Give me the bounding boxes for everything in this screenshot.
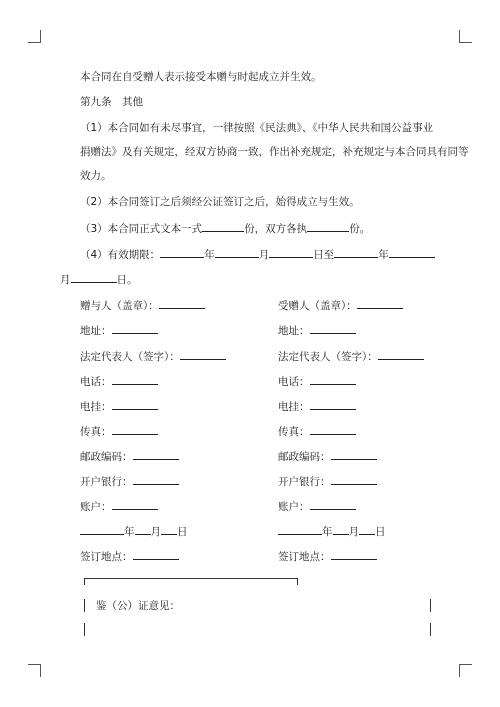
clause-4-line2-month: 月	[60, 274, 71, 286]
clause-4-text-a: （4）有效期限：	[80, 249, 161, 261]
donor-bank-field	[80, 473, 179, 489]
clause-1-text-2: 捐赠法》及有关规定，经双方协商一致，作出补充规定，补充规定与本合同具有同等	[80, 146, 469, 158]
crop-mark-bottom-right	[459, 664, 472, 677]
donee-address-label: 地址：	[278, 325, 310, 337]
donor-postcode-label: 邮政编码：	[80, 451, 133, 463]
donor-field	[80, 297, 205, 313]
clause-4-line2-day: 日。	[116, 274, 138, 286]
donor-sign-place-blank[interactable]	[133, 548, 179, 560]
donor-fax-label: 传真：	[80, 426, 112, 438]
donee-account-field	[278, 498, 356, 514]
donor-sign-place-field	[80, 548, 179, 564]
end-year-blank[interactable]	[334, 246, 378, 258]
donee-postcode-label: 邮政编码：	[278, 451, 331, 463]
end-month-blank-line1[interactable]	[389, 246, 435, 258]
donee-telex-label: 电挂：	[278, 401, 310, 413]
clause-1-line-1	[80, 121, 433, 135]
donee-sign-place-field	[278, 548, 377, 564]
end-day-blank[interactable]	[71, 271, 117, 283]
donee-phone-blank[interactable]	[310, 373, 356, 385]
donee-telex-field	[278, 398, 356, 414]
donor-postcode-blank[interactable]	[133, 448, 179, 460]
clause-1-line-3	[80, 169, 112, 183]
donee-date-year-blank[interactable]	[278, 523, 322, 535]
donor-label: 赠与人（盖章）：	[80, 300, 159, 312]
donor-address-label: 地址：	[80, 325, 112, 337]
donor-telex-label: 电挂：	[80, 401, 112, 413]
donor-blank[interactable]	[159, 297, 205, 309]
start-day-blank[interactable]	[269, 246, 313, 258]
donor-date-day: 日	[177, 526, 188, 538]
donee-date-year: 年	[322, 526, 333, 538]
donor-legal-rep-blank[interactable]	[180, 348, 226, 360]
donee-legal-rep-label: 法定代表人（签字）：	[278, 351, 378, 363]
donor-date-month: 月	[150, 526, 161, 538]
donor-account-blank[interactable]	[112, 498, 158, 510]
donee-sign-place-blank[interactable]	[331, 548, 377, 560]
clause-1-line-2	[80, 145, 469, 159]
donee-bank-blank[interactable]	[331, 473, 377, 485]
donee-fax-blank[interactable]	[310, 423, 356, 435]
donee-field	[278, 297, 403, 313]
donor-date-month-blank[interactable]	[135, 523, 151, 535]
donee-phone-label: 电话：	[278, 376, 310, 388]
donor-address-field	[80, 322, 158, 338]
donee-postcode-field	[278, 448, 377, 464]
donee-account-label: 账户：	[278, 501, 310, 513]
effective-clause	[80, 70, 322, 84]
notary-opinion	[96, 599, 180, 613]
clause-4-year: 年	[204, 249, 215, 261]
donor-postcode-field	[80, 448, 179, 464]
copies-each-blank[interactable]	[307, 220, 349, 232]
notary-box-top-border	[84, 578, 298, 585]
donor-address-blank[interactable]	[112, 322, 158, 334]
donor-phone-field	[80, 373, 158, 389]
notary-box-left-border	[84, 599, 85, 612]
donor-legal-rep-field	[80, 348, 226, 364]
clause-2-text: （2）本合同签订之后须经公证签订之后，始得成立与生效。	[80, 196, 360, 208]
donor-bank-blank[interactable]	[133, 473, 179, 485]
article-9-heading	[80, 95, 143, 109]
start-year-blank[interactable]	[160, 246, 204, 258]
donee-label: 受赠人（盖章）：	[278, 300, 357, 312]
donee-date-day-blank[interactable]	[359, 523, 375, 535]
donor-legal-rep-label: 法定代表人（签字）：	[80, 351, 180, 363]
crop-mark-top-left	[28, 30, 41, 43]
article-9-heading-text: 第九条 其他	[80, 96, 143, 108]
donee-legal-rep-blank[interactable]	[378, 348, 424, 360]
crop-mark-top-right	[459, 30, 472, 43]
donor-fax-blank[interactable]	[112, 423, 158, 435]
notary-box-left-border-2	[84, 623, 85, 636]
donor-date-day-blank[interactable]	[161, 523, 177, 535]
donee-sign-place-label: 签订地点：	[278, 551, 331, 563]
donor-fax-field	[80, 423, 158, 439]
clause-4-line-2	[60, 271, 138, 287]
donor-phone-label: 电话：	[80, 376, 112, 388]
donee-date-month: 月	[348, 526, 359, 538]
copies-total-blank[interactable]	[202, 220, 244, 232]
donee-address-blank[interactable]	[310, 322, 356, 334]
donee-bank-field	[278, 473, 377, 489]
donor-telex-blank[interactable]	[112, 398, 158, 410]
clause-4-day-to: 日至	[313, 249, 335, 261]
clause-4-line-1	[80, 246, 435, 262]
notary-box-right-border	[430, 599, 431, 612]
clause-4-year-2: 年	[378, 249, 389, 261]
donee-blank[interactable]	[357, 297, 403, 309]
donee-legal-rep-field	[278, 348, 424, 364]
donor-date-year-blank[interactable]	[80, 523, 124, 535]
notary-opinion-label: 鉴（公）证意见：	[96, 600, 180, 612]
notary-box-right-border-2	[430, 623, 431, 636]
clause-1-text-3: 效力。	[80, 170, 112, 182]
donor-date-year: 年	[124, 526, 135, 538]
clause-3-text-b: 份，双方各执	[244, 223, 308, 235]
donee-date-month-blank[interactable]	[333, 523, 349, 535]
donor-account-label: 账户：	[80, 501, 112, 513]
donor-phone-blank[interactable]	[112, 373, 158, 385]
crop-mark-bottom-left	[28, 664, 41, 677]
donee-account-blank[interactable]	[310, 498, 356, 510]
donee-fax-label: 传真：	[278, 426, 310, 438]
clause-3	[80, 220, 370, 236]
donor-sign-place-label: 签订地点：	[80, 551, 133, 563]
clause-3-text-a: （3）本合同正式文本一式	[80, 223, 203, 235]
effective-clause-text: 本合同在自受赠人表示接受本赠与时起成立并生效。	[80, 71, 322, 83]
clause-3-text-c: 份。	[349, 223, 371, 235]
donee-date-day: 日	[375, 526, 386, 538]
donor-bank-label: 开户银行：	[80, 476, 133, 488]
donee-postcode-blank[interactable]	[331, 448, 377, 460]
clause-4-month: 月	[258, 249, 270, 261]
donee-date-field	[278, 523, 386, 539]
start-month-blank[interactable]	[215, 246, 259, 258]
donee-telex-blank[interactable]	[310, 398, 356, 410]
donee-phone-field	[278, 373, 356, 389]
donor-account-field	[80, 498, 158, 514]
donee-fax-field	[278, 423, 356, 439]
clause-1-text-1: （1）本合同如有未尽事宜，一律按照《民法典》、《中华人民共和国公益事业	[80, 122, 434, 134]
donee-address-field	[278, 322, 356, 338]
donee-bank-label: 开户银行：	[278, 476, 331, 488]
donor-date-field	[80, 523, 188, 539]
donor-telex-field	[80, 398, 158, 414]
clause-2	[80, 195, 360, 209]
